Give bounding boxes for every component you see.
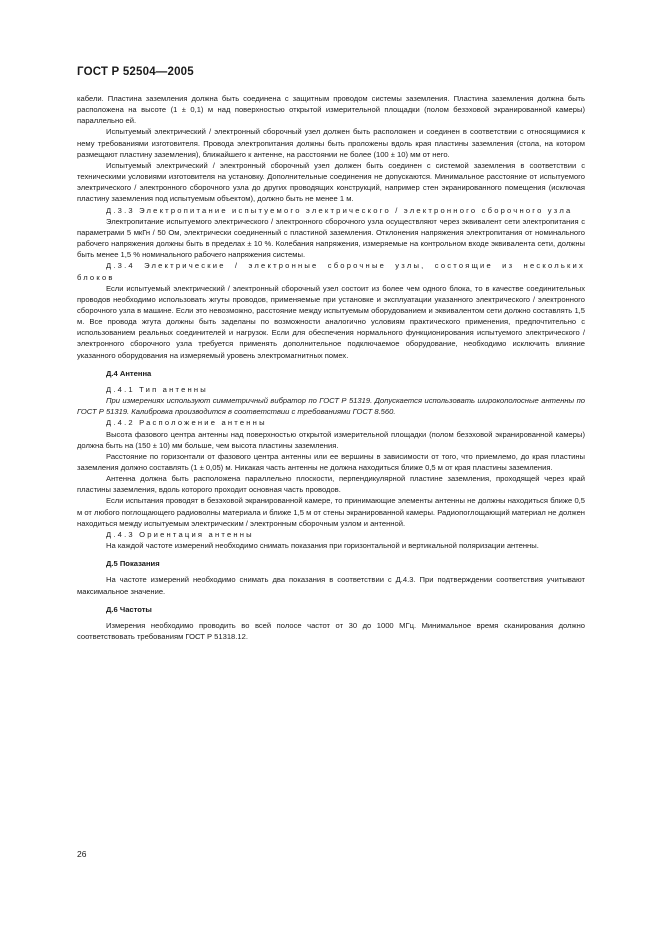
paragraph: При измерениях используют симметричный вибратор по ГОСТ Р 51319. Допускается использовать широкополосные антенны по ГОСТ Р 51319. Калибровка производится в соответствии с требованиями ГОСТ 8.560. — [77, 396, 585, 417]
page-number: 26 — [77, 849, 87, 859]
section-heading: Д.4 Антенна — [106, 368, 152, 378]
section-heading: Д.5 Показания — [106, 559, 160, 569]
paragraph: Испытуемый электрический / электронный сборочный узел должен быть соединен с системой заземления в соответствии с техническими условиями изготовителя на установку. Дополнительные соединения не допускаются. Минимальное расстояние от испытуемого электрического / электронного сборочного узла до других проводящих конструкций, например стен экранированного помещения (исключая пластину заземления под испытуемым объектом), должно быть не менее 1 м. — [77, 160, 585, 204]
subsection-heading: Д.4.1 Тип антенны — [106, 384, 208, 394]
document-body — [77, 93, 585, 642]
paragraph: Высота фазового центра антенны над поверхностью открытой измерительной площадки (полом безэховой экранированной камеры) должна быть на (150 ± 10) мм больше, чем высота пластины заземления. — [77, 429, 585, 450]
paragraph: кабели. Пластина заземления должна быть соединена с защитным проводом системы заземления. Пластина заземления должна быть расположена на высоте (1 ± 0,1) м над поверхностью открытой измерительной площадки (полом безэховой экранированной камеры) параллельно ей. — [77, 94, 585, 126]
paragraph: Если испытуемый электрический / электронный сборочный узел состоит из более чем одного блока, то в качестве соединительных проводов необходимо использовать жгуты проводов, применяемые при установке и эксплуатации указанного электрического / электронного сборочного узла в машине. Если это невозможно, расстояние между испытуемым оборудованием и эквивалентом сети должно составлять 1,5 м. Все провода жгута должны быть заделаны по возможности аналогично условиям практического применения, предпочтительно с использованием реальных соединителей и нагрузок. Если для обеспечения нормального функционирования испытуемого электрического / электронного сборочного узла требуется применять дополнительное подключаемое оборудование, необходимо исключить влияние указанного оборудования на измеряемый уровень электромагнитных помех. — [77, 283, 585, 360]
section-heading: Д.6 Частоты — [106, 604, 152, 614]
paragraph: Испытуемый электрический / электронный сборочный узел должен быть расположен и соединен в соответствии с относящимися к нему требованиями изготовителя. Провода электропитания должны быть проложены вдоль края пластины заземления (стола, на котором размещают пластину заземления), ближайшего к антенне, на расстоянии не более (100 ± 10) мм от него. — [77, 127, 585, 159]
subsection-heading: Д.4.3 Ориентация антенны — [106, 529, 254, 539]
paragraph: Расстояние по горизонтали от фазового центра антенны или ее вершины в зависимости от того, что приемлемо, до края пластины заземления должно составлять (1 ± 0,05) м. Никакая часть антенны не должна находиться ближе 0,5 м от края пластины заземления. — [77, 451, 585, 472]
paragraph: Антенна должна быть расположена параллельно плоскости, перпендикулярной пластине заземления, проходящей через край пластины заземления, вдоль которого проходит основная часть проводов. — [77, 474, 585, 495]
paragraph: Измерения необходимо проводить во всей полосе частот от 30 до 1000 МГц. Минимальное время сканирования должно соответствовать требованиям ГОСТ Р 51318.12. — [77, 620, 585, 642]
paragraph: На каждой частоте измерений необходимо снимать показания при горизонтальной и вертикальной поляризации антенны. — [106, 541, 539, 551]
paragraph: На частоте измерений необходимо снимать два показания в соответствии с Д.4.3. При подтверждении соответствия учитывают максимальное значение. — [77, 575, 585, 596]
document-header: ГОСТ Р 52504—2005 — [77, 66, 194, 78]
paragraph: Если испытания проводят в безэховой экранированной камере, то принимающие элементы антенны не должны находиться ближе 0,5 м от любого поглощающего радиоволны материала и ближе 1,5 м от стены экранированной камеры. Радиопоглощающий материал не должен находиться между испытуемым электрическим / электронным сборочным узлом и антенной. — [77, 496, 585, 528]
subsection-heading: Д.4.2 Расположение антенны — [106, 418, 267, 428]
subsection-heading: Д.3.3 Электропитание испытуемого электрического / электронного сборочного узла — [106, 205, 573, 215]
paragraph: Электропитание испытуемого электрического / электронного сборочного узла осуществляют через эквивалент сети электропитания с параметрами 5 мкГн / 50 Ом, электрически соединенный с пластиной заземления. Отклонения напряжения электропитания от номинального рабочего напряжения должны быть в пределах ± 10 %. Колебания напряжения, измеряемые на контрольном входе эквивалента сети, должны быть менее 1,5 % номинального рабочего напряжения системы. — [77, 216, 585, 260]
subsection-heading: Д.3.4 Электрические / электронные сборочные узлы, состоящие из нескольких блоков — [77, 261, 585, 282]
